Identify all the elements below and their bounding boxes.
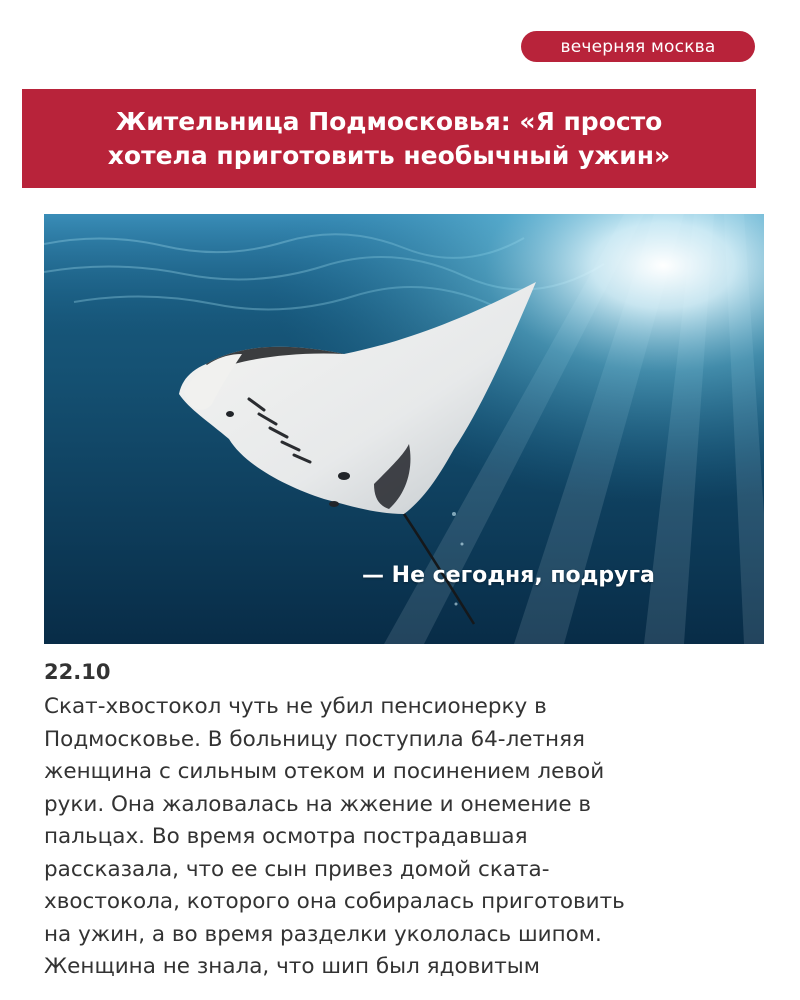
brand-name: вечерняя москва <box>560 36 716 57</box>
headline-banner <box>22 89 756 188</box>
article-date: 22.10 <box>44 660 111 684</box>
article-body: Скат-хвостокол чуть не убил пенсионерку в Подмосковье. В больницу поступила 64-летняя женщина с сильным отеком и посинением левой руки. Она жаловалась на жжение и онемение в пальцах. Во время осмотра пострадавшая рассказала, что ее сын привез домой ската- хвостокола, которого она собиралась приготовить на ужин, а во время разделки укололась шипом. Женщина не знала, что шип был ядовитым <box>44 694 625 979</box>
headline-title: Жительница Подмосковья: «Я просто хотела приготовить необычный ужин» <box>107 106 671 170</box>
brand-badge <box>521 31 755 62</box>
photo-caption: — Не сегодня, подруга <box>362 563 655 588</box>
